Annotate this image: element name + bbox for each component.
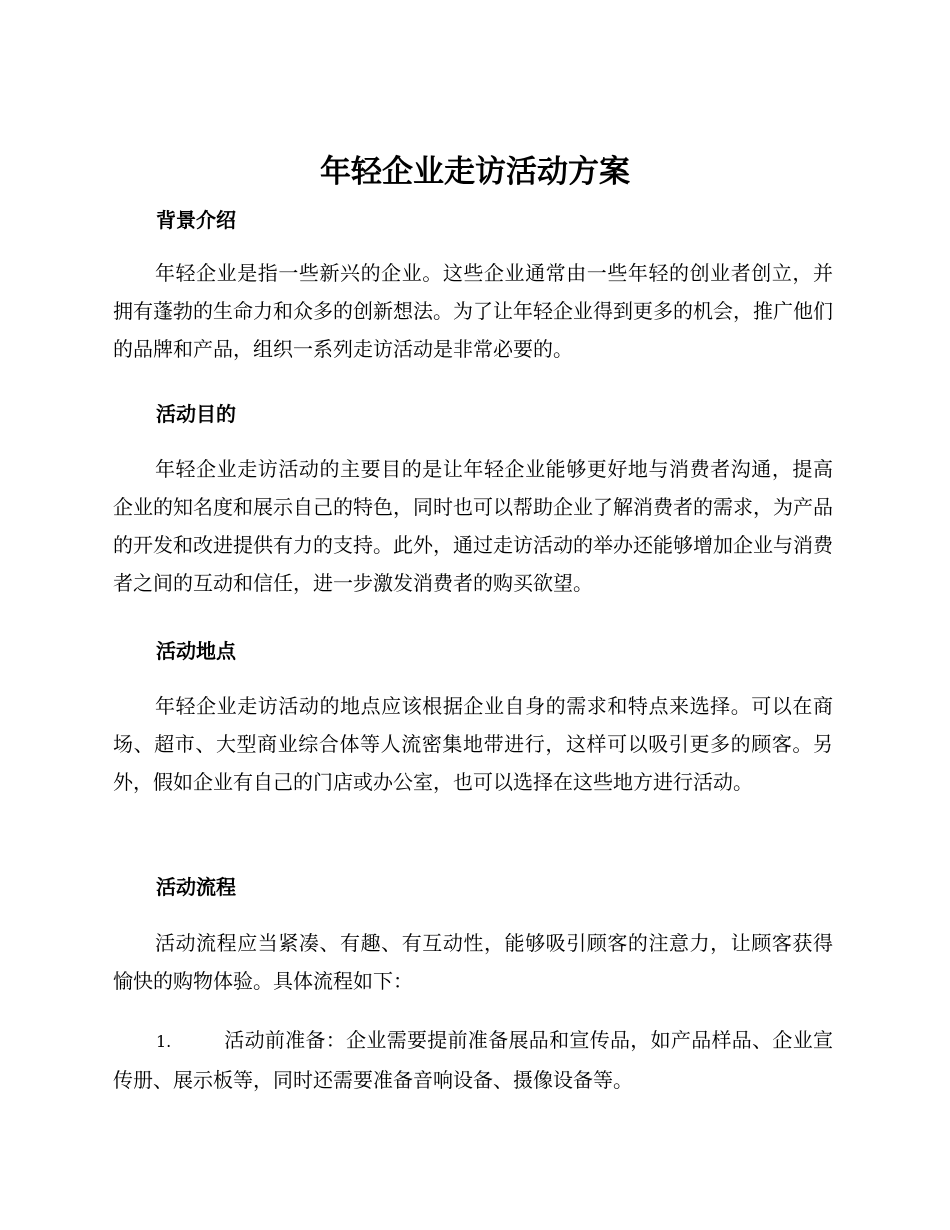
section-paragraph-process: 活动流程应当紧凑、有趣、有互动性，能够吸引顾客的注意力，让顾客获得愉快的购物体验。具体流程如下： <box>113 931 833 993</box>
list-item <box>113 1021 833 1099</box>
section-paragraph-purpose: 年轻企业走访活动的主要目的是让年轻企业能够更好地与消费者沟通，提高企业的知名度和展示自己的特色，同时也可以帮助企业了解消费者的需求，为产品的开发和改进提供有力的支持。此外，通过走访活动的举办还能够增加企业与消费者之间的互动和信任，进一步激发消费者的购买欲望。 <box>113 457 833 595</box>
list-item-number: 1. <box>156 1032 172 1051</box>
section-heading-location: 活动地点 <box>156 639 236 663</box>
list-item-text: 活动前准备：企业需要提前准备展品和宣传品，如产品样品、企业宣传册、展示板等，同时还需要准备音响设备、摄像设备等。 <box>113 1028 833 1092</box>
document-title: 年轻企业走访活动方案 <box>320 154 630 190</box>
section-heading-process: 活动流程 <box>156 875 236 899</box>
section-heading-purpose: 活动目的 <box>156 402 236 426</box>
section-paragraph-location: 年轻企业走访活动的地点应该根据企业自身的需求和特点来选择。可以在商场、超市、大型商业综合体等人流密集地带进行，这样可以吸引更多的顾客。另外，假如企业有自己的门店或办公室，也可以选择在这些地方进行活动。 <box>113 694 833 794</box>
section-heading-background: 背景介绍 <box>156 208 236 232</box>
section-paragraph-background: 年轻企业是指一些新兴的企业。这些企业通常由一些年轻的创业者创立，并拥有蓬勃的生命力和众多的创新想法。为了让年轻企业得到更多的机会，推广他们的品牌和产品，组织一系列走访活动是非常必要的。 <box>113 261 833 361</box>
